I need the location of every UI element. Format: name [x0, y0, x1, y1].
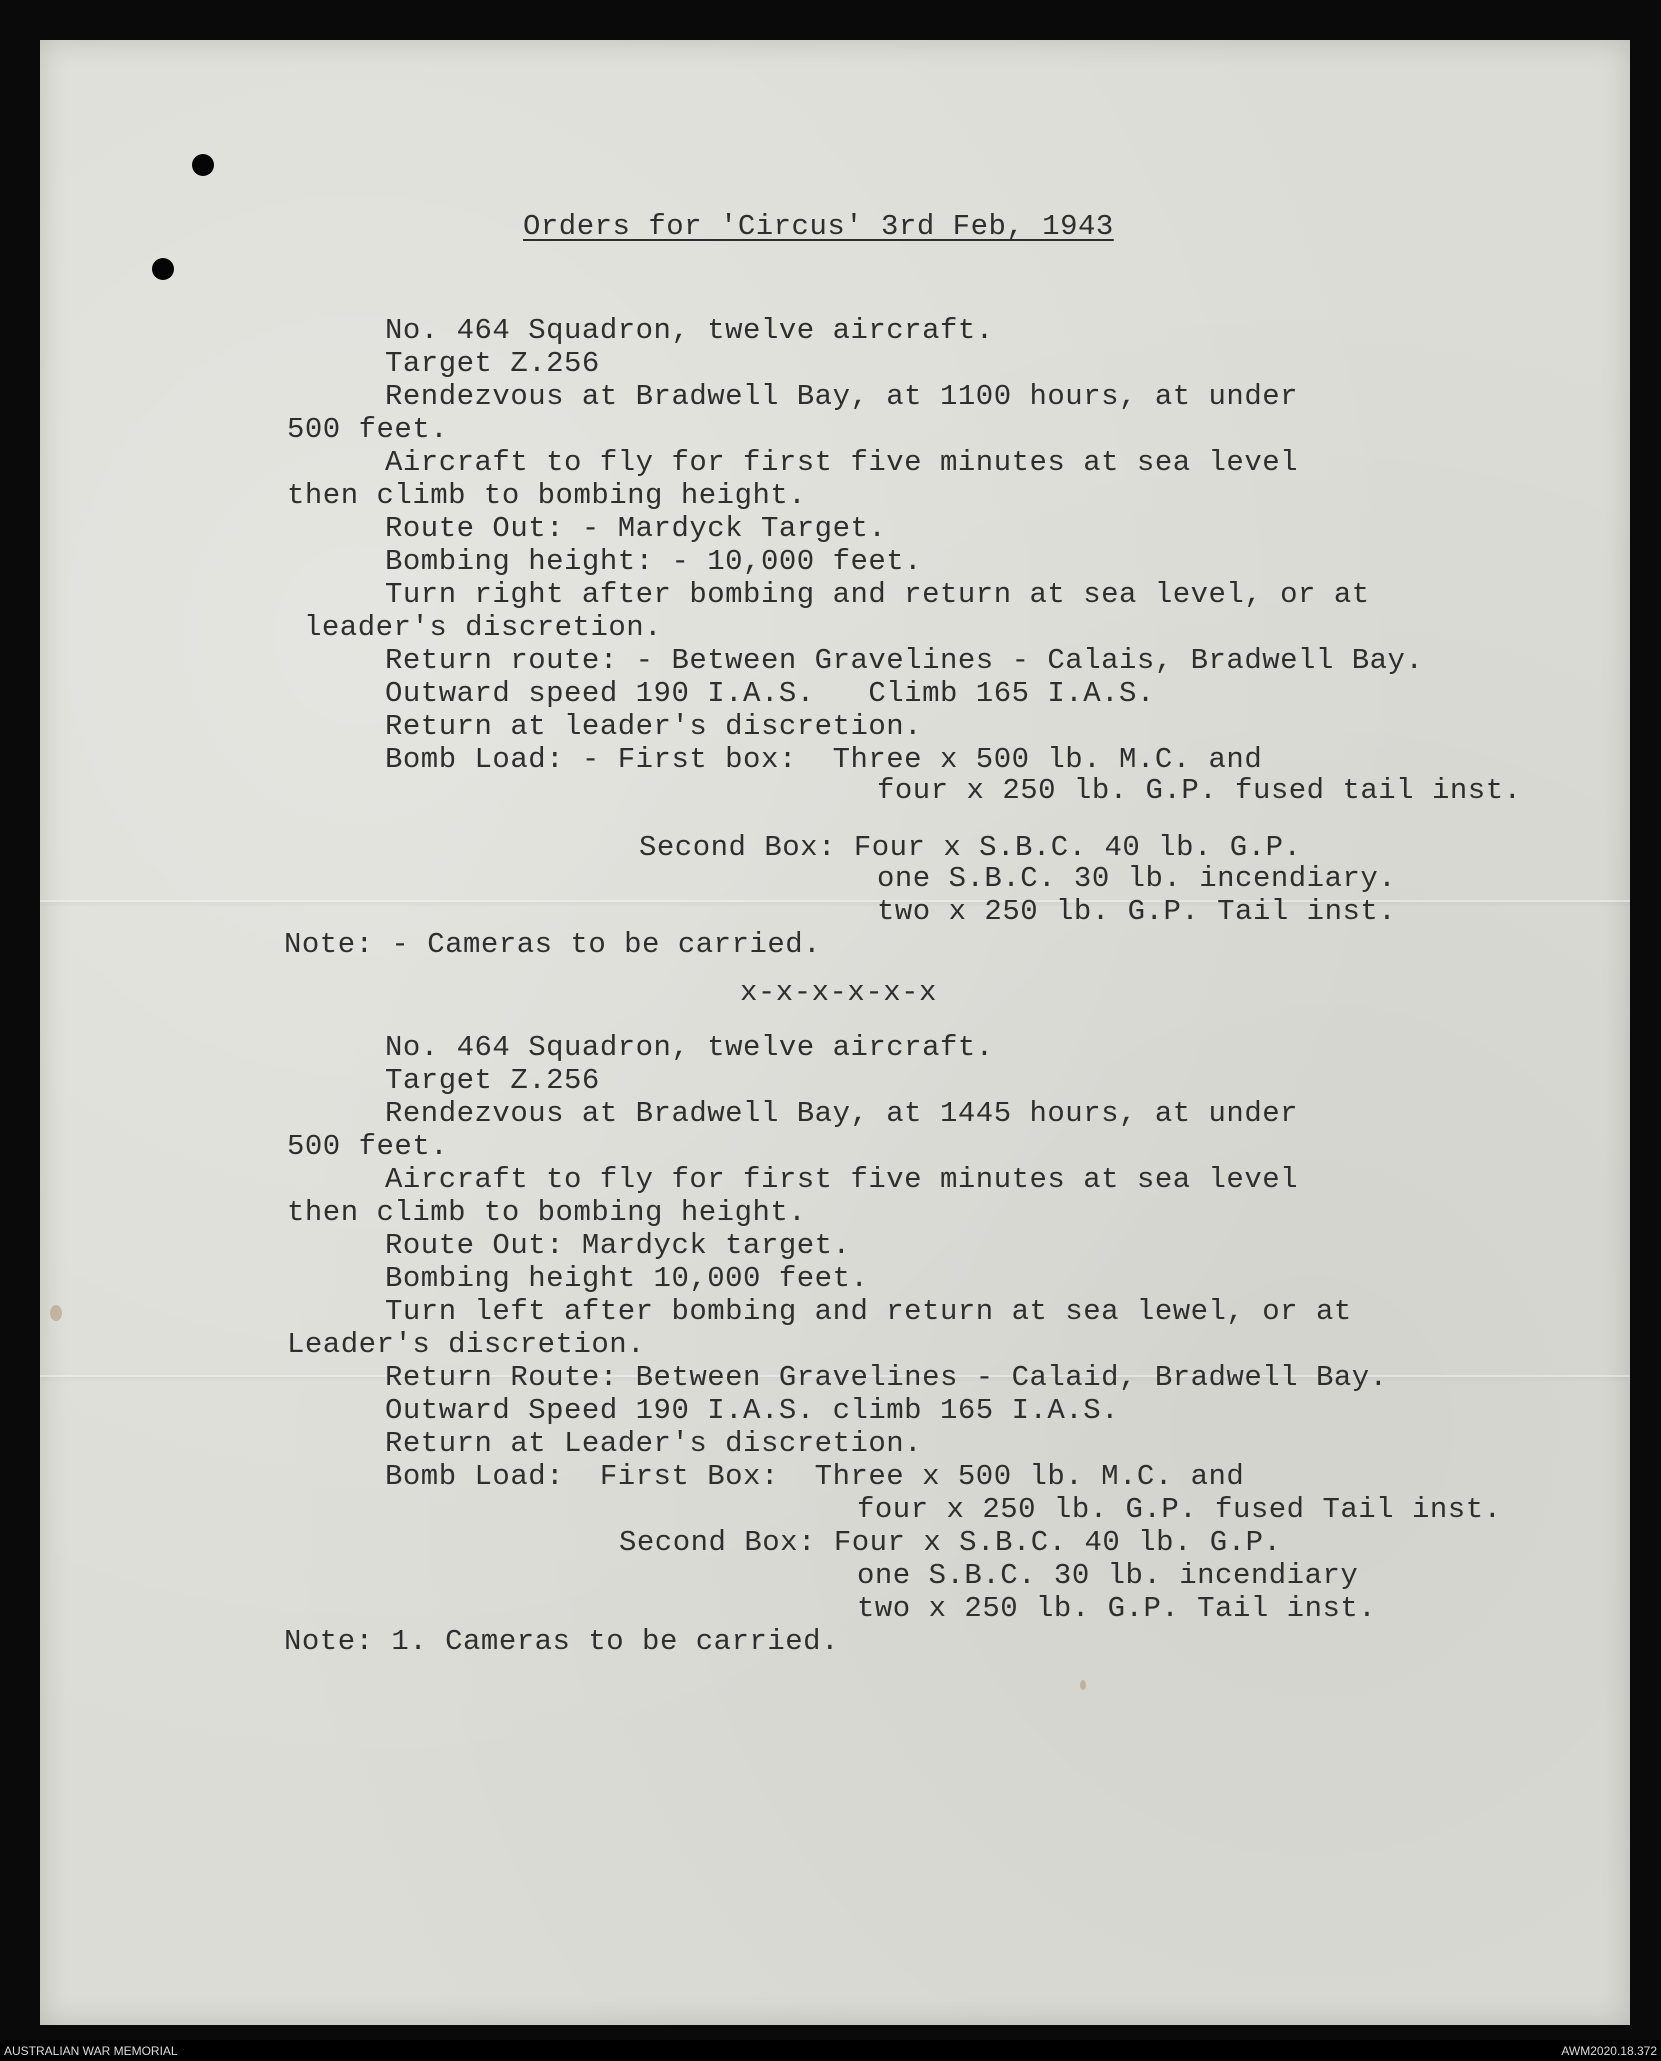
s2-line-6: then climb to bombing height. [287, 1196, 807, 1229]
punch-hole-2 [152, 258, 174, 280]
s2-line-9: Turn left after bombing and return at sea lewel, or at [385, 1295, 1352, 1328]
s2-line-1: No. 464 Squadron, twelve aircraft. [385, 1031, 994, 1064]
s1-line-10: leader's discretion. [304, 611, 663, 644]
s2-line-17: one S.B.C. 30 lb. incendiary [857, 1559, 1359, 1592]
s1-line-19: Note: - Cameras to be carried. [284, 928, 822, 961]
footer-accession: AWM2020.18.372 [1561, 2044, 1657, 2058]
s1-line-9: Turn right after bombing and return at sea level, or at [385, 578, 1370, 611]
s1-line-7: Route Out: - Mardyck Target. [385, 512, 887, 545]
s1-line-2: Target Z.256 [385, 347, 600, 380]
s2-line-19: Note: 1. Cameras to be carried. [284, 1625, 839, 1658]
s2-line-15: four x 250 lb. G.P. fused Tail inst. [857, 1493, 1502, 1526]
s2-line-4: 500 feet. [287, 1130, 449, 1163]
s2-line-14: Bomb Load: First Box: Three x 500 lb. M.C. and [385, 1460, 1245, 1493]
s1-line-13: Return at leader's discretion. [385, 710, 923, 743]
s1-line-17: one S.B.C. 30 lb. incendiary. [877, 862, 1397, 895]
section-separator: x-x-x-x-x-x [740, 976, 937, 1009]
s2-line-5: Aircraft to fly for first five minutes at sea level [385, 1163, 1299, 1196]
document-title: Orders for 'Circus' 3rd Feb, 1943 [523, 210, 1114, 243]
s2-line-7: Route Out: Mardyck target. [385, 1229, 851, 1262]
s1-line-1: No. 464 Squadron, twelve aircraft. [385, 314, 994, 347]
s2-line-10: Leader's discretion. [287, 1328, 646, 1361]
s2-line-13: Return at Leader's discretion. [385, 1427, 923, 1460]
s2-line-16: Second Box: Four x S.B.C. 40 lb. G.P. [619, 1526, 1282, 1559]
s1-line-11: Return route: - Between Gravelines - Calais, Bradwell Bay. [385, 644, 1424, 677]
s1-line-3: Rendezvous at Bradwell Bay, at 1100 hours, at under [385, 380, 1299, 413]
s2-line-8: Bombing height 10,000 feet. [385, 1262, 869, 1295]
s2-line-18: two x 250 lb. G.P. Tail inst. [857, 1592, 1377, 1625]
s1-line-12: Outward speed 190 I.A.S. Climb 165 I.A.S. [385, 677, 1155, 710]
s1-line-8: Bombing height: - 10,000 feet. [385, 545, 923, 578]
punch-hole-1 [192, 154, 214, 176]
footer-credit: AUSTRALIAN WAR MEMORIAL [4, 2044, 178, 2058]
document-page [40, 40, 1630, 2025]
stain-mark-2 [1080, 1680, 1086, 1690]
s1-line-5: Aircraft to fly for first five minutes at sea level [385, 446, 1299, 479]
stain-mark-1 [50, 1305, 62, 1321]
s1-line-14: Bomb Load: - First box: Three x 500 lb. M.C. and [385, 743, 1263, 776]
s1-line-4: 500 feet. [287, 413, 449, 446]
s2-line-2: Target Z.256 [385, 1064, 600, 1097]
s2-line-3: Rendezvous at Bradwell Bay, at 1445 hours, at under [385, 1097, 1299, 1130]
s1-line-18: two x 250 lb. G.P. Tail inst. [877, 895, 1397, 928]
s2-line-12: Outward Speed 190 I.A.S. climb 165 I.A.S. [385, 1394, 1120, 1427]
s1-line-15: four x 250 lb. G.P. fused tail inst. [877, 774, 1522, 807]
s1-line-16: Second Box: Four x S.B.C. 40 lb. G.P. [639, 831, 1302, 864]
s1-line-6: then climb to bombing height. [287, 479, 807, 512]
s2-line-11: Return Route: Between Gravelines - Calaid, Bradwell Bay. [385, 1361, 1388, 1394]
